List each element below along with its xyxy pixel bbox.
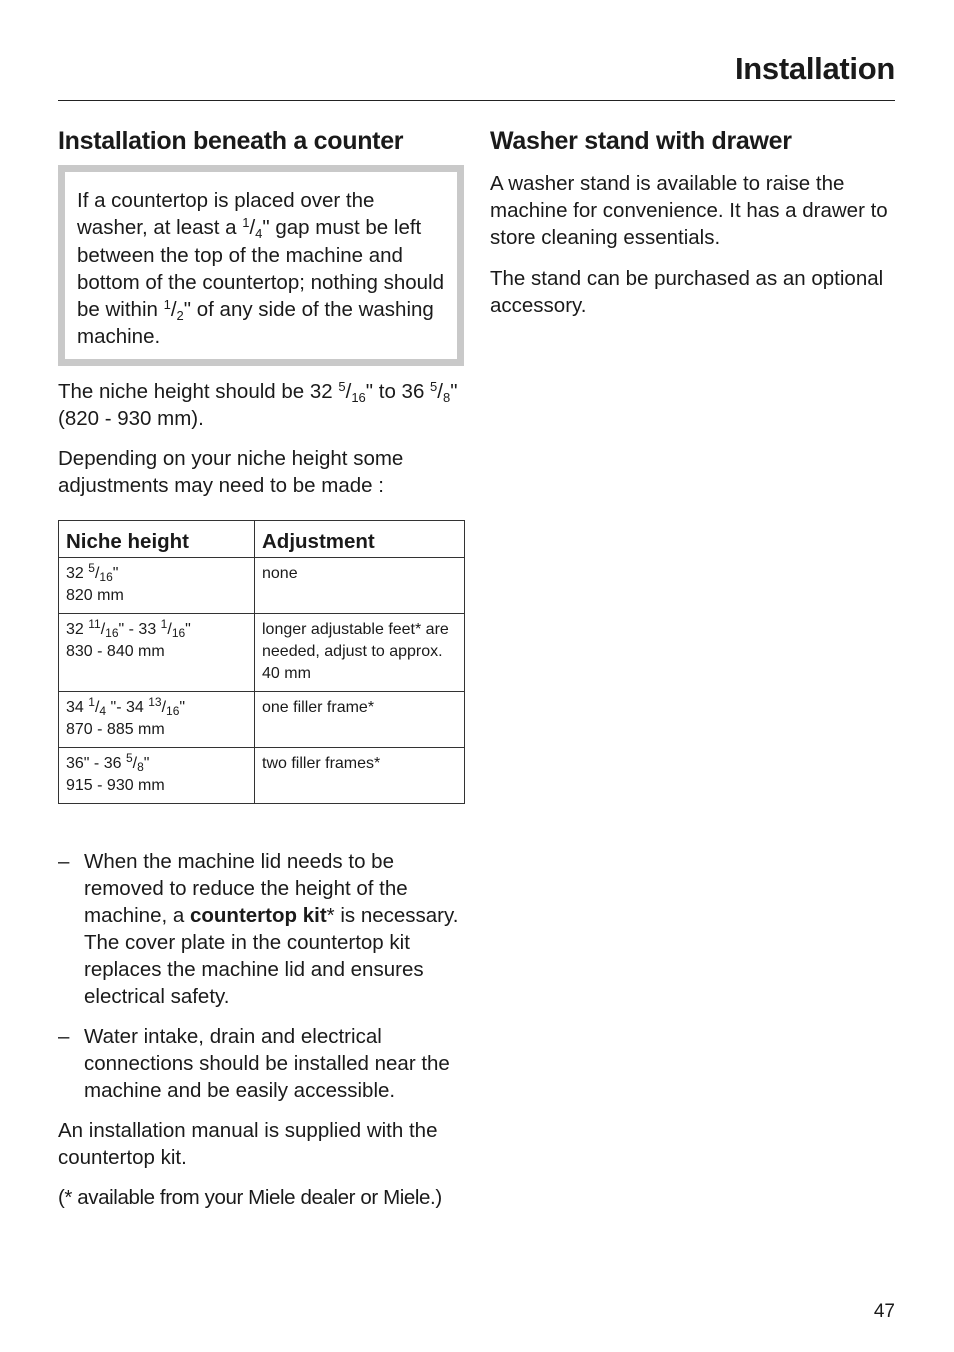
right-column	[490, 125, 900, 319]
niche-height-cell: 36" - 36 $^5/_8$" 915 - 930 mm	[59, 747, 255, 803]
mm-value: 915 - 930 mm	[66, 776, 165, 794]
inch-text: "	[112, 564, 119, 582]
table-row	[59, 747, 465, 803]
inch-text: "	[179, 698, 186, 716]
notice-box-inner	[65, 172, 457, 359]
availability-note: (* available from your Miele dealer or Miele.)	[58, 1185, 442, 1209]
mm-value: 870 - 885 mm	[66, 720, 165, 738]
inch-text: "	[143, 754, 150, 772]
inch-text: 34	[66, 698, 89, 716]
column-header-niche-height: Niche height	[59, 520, 255, 557]
mm-value: 830 - 840 mm	[66, 642, 165, 660]
fraction-denominator: 4	[99, 703, 107, 718]
fraction-denominator: 16	[351, 389, 366, 405]
page-number: 47	[873, 1301, 895, 1322]
fraction-numerator: 1	[163, 297, 171, 313]
column-header-adjustment: Adjustment	[255, 520, 465, 557]
page-header	[58, 48, 895, 101]
installation-manual-paragraph: An installation manual is supplied with the countertop kit.	[58, 1118, 438, 1169]
inch-text: "- 34	[106, 698, 149, 716]
niche-text-part2: " to 36	[365, 379, 431, 403]
notice-box	[58, 165, 464, 366]
inch-text: " - 33	[118, 620, 161, 638]
fraction-denominator: 16	[105, 625, 119, 640]
fraction-numerator: 1	[160, 616, 168, 631]
fraction-denominator: 16	[171, 625, 186, 640]
niche-height-table	[58, 520, 465, 804]
fraction-denominator: 8	[137, 759, 144, 774]
table-header-row	[59, 520, 465, 557]
notice-text-part3: " of any side of the washing machine.	[77, 298, 434, 349]
adjustments-paragraph: Depending on your niche height some adjustments may need to be made :	[58, 446, 404, 497]
section-heading-countertop: Installation beneath a counter	[58, 127, 404, 155]
table-row	[59, 691, 465, 747]
dash-bullet: –	[58, 849, 70, 873]
list-item-text: When the machine lid needs to be removed to reduce the height of the machine, a	[84, 849, 408, 927]
washer-stand-purchase-note: The stand can be purchased as an optional accessory.	[490, 267, 884, 317]
notice-text-part1: If a countertop is placed over the washer, at least a	[77, 189, 375, 240]
adjustment-cell: two filler frames*	[255, 747, 465, 803]
niche-height-cell: 34 $^1/_4$ "- 34 $^{13}/_{16}$" 870 - 885 mm	[59, 691, 255, 747]
dash-bullet: –	[58, 1024, 70, 1048]
requirements-list	[58, 848, 465, 1104]
inch-text: 36" - 36	[66, 754, 126, 772]
fraction-numerator: 11	[88, 616, 101, 631]
inch-text: 32	[66, 620, 89, 638]
adjustment-cell: longer adjustable feet* are needed, adjust to approx. 40 mm	[255, 613, 465, 691]
niche-text-part1: The niche height should be 32	[58, 379, 339, 403]
fraction-denominator: 16	[99, 569, 113, 584]
list-item-text: Water intake, drain and electrical connections should be installed near the machine and be easily accessible.	[84, 1024, 450, 1102]
niche-height-cell: 32 $^{11}/_{16}$" - 33 $^1/_{16}$" 830 - 840 mm	[59, 613, 255, 691]
list-item	[58, 848, 465, 1010]
page-title: Installation	[734, 51, 895, 86]
adjustment-cell: none	[255, 557, 465, 613]
mm-value: 820 mm	[66, 586, 124, 604]
table-row	[59, 557, 465, 613]
fraction-numerator: 1	[88, 694, 95, 709]
section-heading-washer-stand: Washer stand with drawer	[490, 127, 792, 155]
fraction-numerator: 5	[338, 378, 346, 394]
fraction-numerator: 13	[148, 694, 162, 709]
niche-height-cell: 32 $^5/_{16}$" 820 mm	[59, 557, 255, 613]
list-item-text: * is necessary. The cover plate in the countertop kit replaces the machine lid and ensures electrical safety.	[84, 903, 459, 1008]
fraction-denominator: 4	[255, 226, 263, 242]
fraction-denominator: 2	[176, 308, 184, 324]
table-row	[59, 613, 465, 691]
inch-text: "	[185, 620, 191, 638]
fraction-numerator: 1	[242, 215, 250, 231]
list-item	[58, 1023, 465, 1104]
fraction-numerator: 5	[430, 378, 438, 394]
fraction-denominator: 16	[166, 703, 180, 718]
left-column	[58, 125, 465, 1211]
fraction-numerator: 5	[125, 750, 133, 765]
inch-text: 32	[66, 564, 89, 582]
niche-text-part3: " (820 - 930 mm).	[58, 379, 458, 430]
notice-text: If a countertop is placed over the washer, at least a $^1/_4$" gap must be left between the top of the machine and bottom of the countertop; nothing should be within $^1/_2$" of any side of the washing machine.	[77, 189, 444, 349]
fraction-denominator: 8	[442, 389, 451, 405]
countertop-kit-term: countertop kit	[189, 903, 327, 927]
washer-stand-description: A washer stand is available to raise the machine for convenience. It has a drawer to store cleaning essentials.	[490, 172, 888, 249]
notice-text-part2: " gap must be left between the top of the machine and bottom of the countertop; nothing should be within	[77, 216, 444, 322]
fraction-numerator: 5	[88, 560, 95, 575]
adjustment-cell: one filler frame*	[255, 691, 465, 747]
niche-height-paragraph: The niche height should be 32 $^5/_{16}$" to 36 $^5/_8$" (820 - 930 mm).	[58, 378, 458, 430]
